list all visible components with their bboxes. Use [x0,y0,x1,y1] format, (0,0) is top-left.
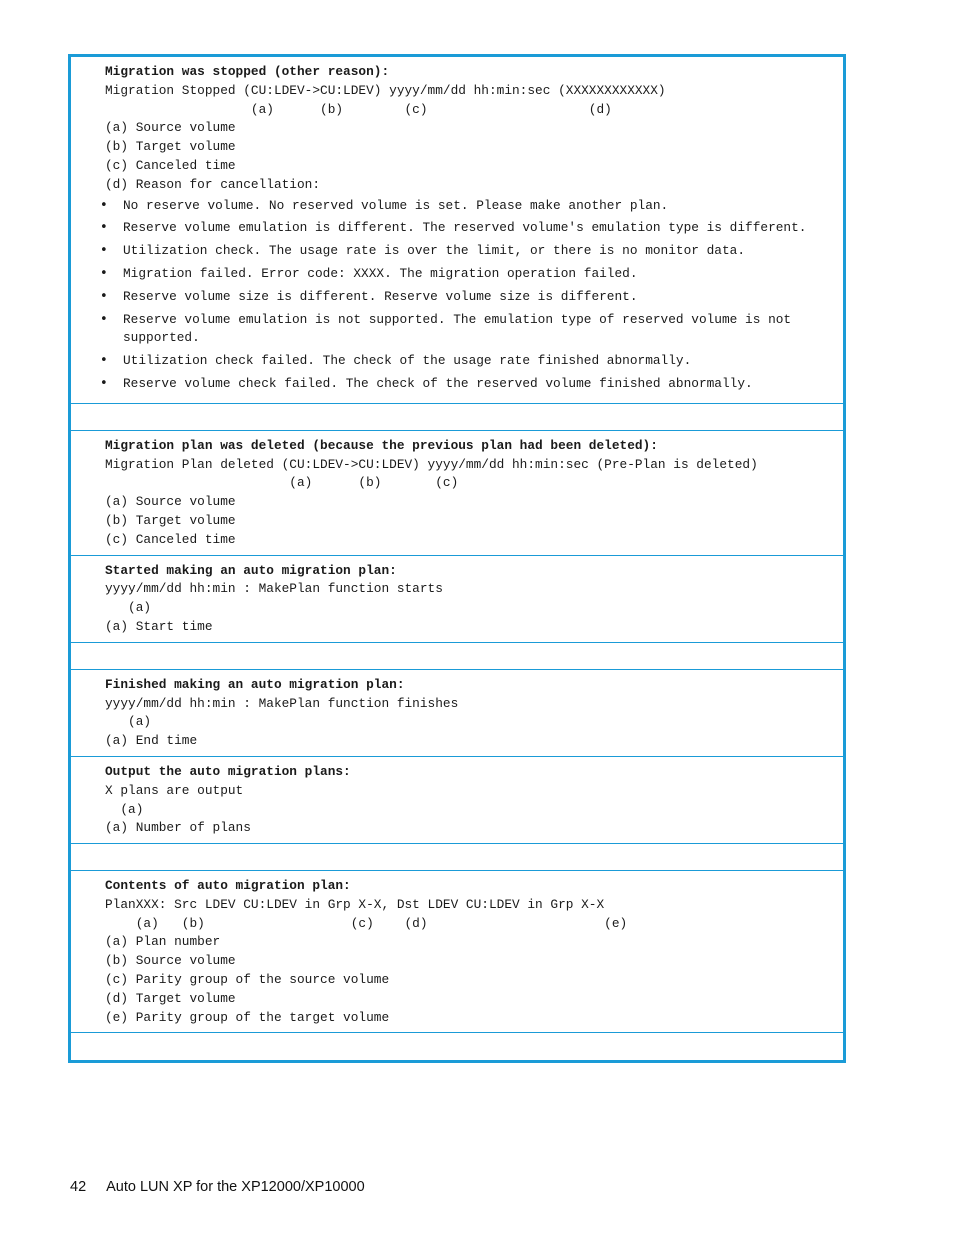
reason-item [100,352,843,371]
document-title: Auto LUN XP for the XP12000/XP10000 [106,1179,365,1195]
definition: (c) Parity group of the source volume [105,972,390,988]
definition: (a) End time [105,733,198,749]
bullet-icon: • [100,220,108,236]
message-format: yyyy/mm/dd hh:min : MakePlan function finishes [105,695,459,711]
reason-item [100,219,843,238]
reason-item [100,288,843,307]
section-heading: Started making an auto migration plan: [105,562,397,578]
field-markers: (a) [105,600,152,616]
reason-text: No reserve volume. No reserved volume is set. Please make another plan. [123,197,669,213]
bullet-icon: • [100,243,108,259]
reason-text: Utilization check failed. The check of the usage rate finished abnormally. [123,353,692,369]
section-plan-contents [71,871,843,1033]
bullet-icon: • [100,375,108,391]
section-heading: Finished making an auto migration plan: [105,676,405,692]
definition: (a) Start time [105,618,213,634]
empty-row [71,844,843,871]
bullet-icon: • [100,265,108,281]
message-table [68,54,846,1063]
reason-item [100,375,843,394]
message-format: Migration Plan deleted (CU:LDEV->CU:LDEV) yyyy/mm/dd hh:min:sec (Pre-Plan is deleted) [105,456,758,472]
empty-row [71,643,843,670]
reason-text: Reserve volume check failed. The check of the reserved volume finished abnormally. [123,375,753,391]
message-format: X plans are output [105,782,244,798]
definition: (e) Parity group of the target volume [105,1009,390,1025]
section-plans-output [71,757,843,844]
field-markers: (a) (b) (c) [105,475,459,491]
section-heading: Migration plan was deleted (because the previous plan had been deleted): [105,437,658,453]
bullet-icon: • [100,288,108,304]
definition: (d) Target volume [105,990,236,1006]
message-format: PlanXXX: Src LDEV CU:LDEV in Grp X-X, Dst LDEV CU:LDEV in Grp X-X [105,896,605,912]
field-markers: (a) [105,714,152,730]
definition: (b) Source volume [105,953,236,969]
reason-text: Migration failed. Error code: XXXX. The migration operation failed. [123,265,638,281]
definition: (a) Source volume [105,120,236,136]
reason-item [100,197,843,216]
definition: (c) Canceled time [105,157,236,173]
bullet-icon: • [100,197,108,213]
section-plan-finished [71,670,843,757]
section-heading: Contents of auto migration plan: [105,878,351,894]
section-plan-started [71,556,843,643]
section-heading: Migration was stopped (other reason): [105,64,390,79]
section-heading: Output the auto migration plans: [105,763,351,779]
reason-item [100,311,843,349]
bullet-icon: • [100,311,108,327]
reason-text: Reserve volume emulation is not supported. The emulation type of reserved volume is not supported. [123,311,792,346]
reason-item [100,265,843,284]
message-format: yyyy/mm/dd hh:min : MakePlan function starts [105,581,443,597]
reason-text: Reserve volume emulation is different. The reserved volume's emulation type is different. [123,220,807,236]
field-markers: (a) (b) (c) (d) [105,101,612,117]
field-markers: (a) (b) (c) (d) (e) [105,915,628,931]
definition: (d) Reason for cancellation: [105,176,321,192]
message-format: Migration Stopped (CU:LDEV->CU:LDEV) yyyy/mm/dd hh:min:sec (XXXXXXXXXXXX) [105,82,666,98]
reason-text: Reserve volume size is different. Reserve volume size is different. [123,288,638,304]
section-plan-deleted [71,431,843,556]
reason-text: Utilization check. The usage rate is over the limit, or there is no monitor data. [123,243,746,259]
reason-item [100,242,843,261]
definition: (a) Plan number [105,934,221,950]
field-markers: (a) [105,801,144,817]
section-migration-stopped [71,57,843,404]
definition: (b) Target volume [105,512,236,528]
bullet-icon: • [100,353,108,369]
page-number: 42 [70,1179,87,1195]
page-footer [70,1179,365,1195]
definition: (c) Canceled time [105,531,236,547]
empty-row [71,1033,843,1060]
definition: (a) Number of plans [105,820,251,836]
empty-row [71,404,843,431]
definition: (b) Target volume [105,139,236,155]
definition: (a) Source volume [105,494,236,510]
